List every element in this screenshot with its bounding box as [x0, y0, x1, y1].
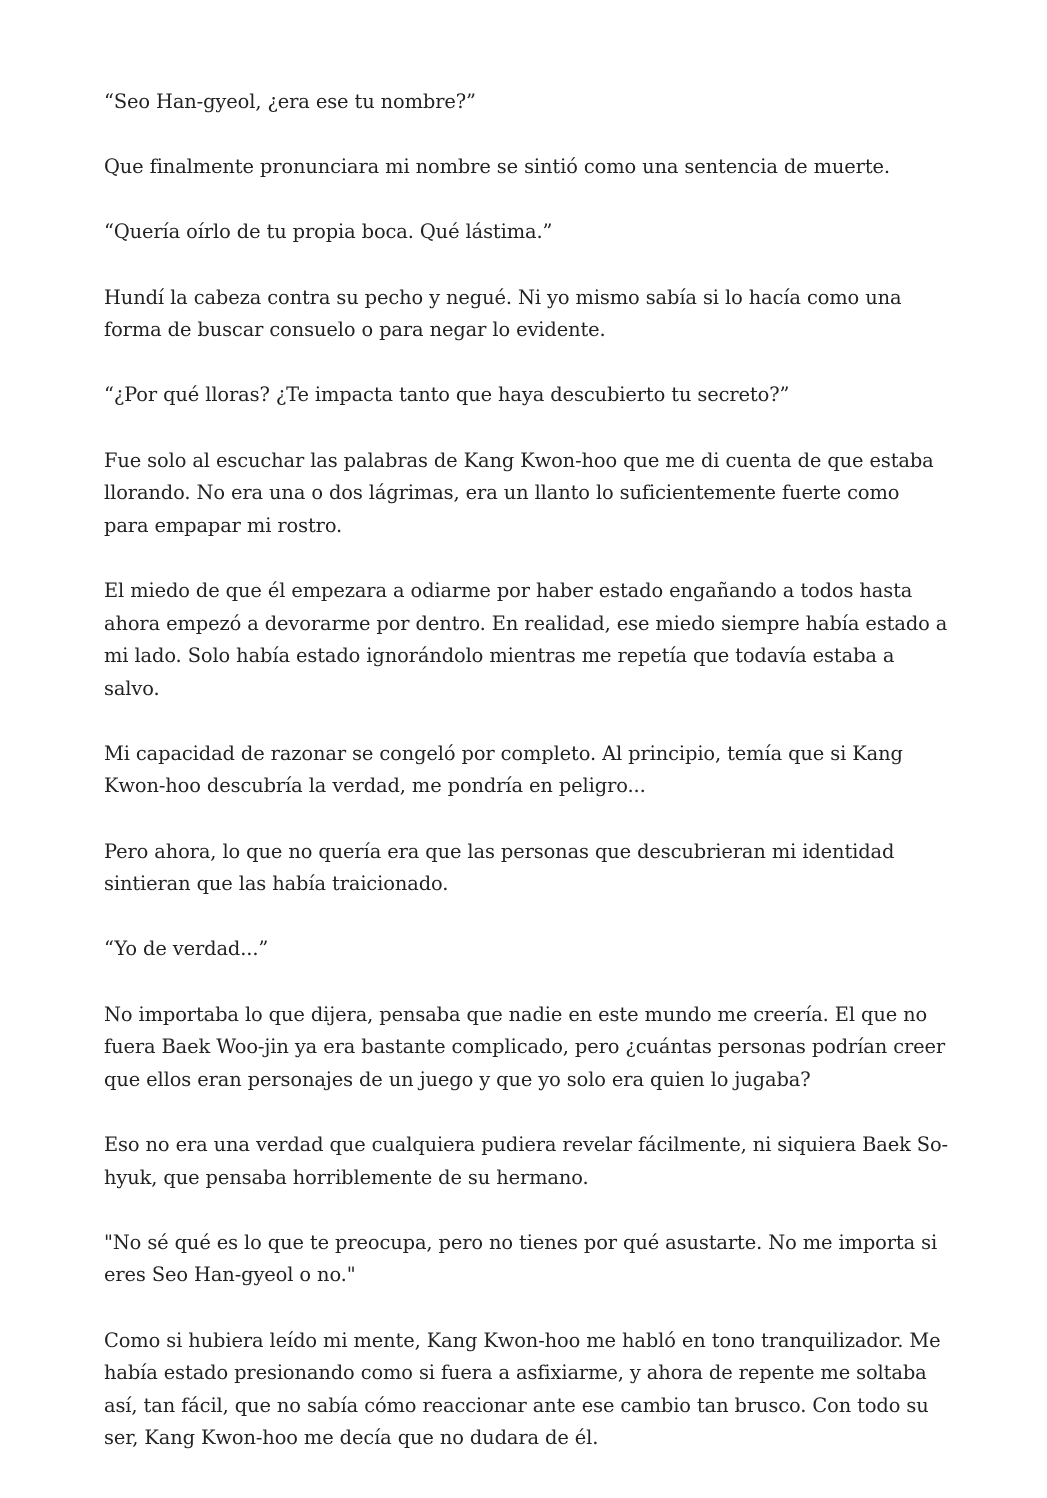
paragraph-14: Como si hubiera leído mi mente, Kang Kwon-hoo me habló en tono tranquilizador. Me había estado presionando como si fuera a asfixiarme, y ahora de repente me soltaba así, tan fácil, que no sabía cómo reaccionar ante ese cambio tan brusco. Con todo su ser, Kang Kwon-hoo me decía que no dudara de él. [104, 1328, 941, 1450]
paragraph-6: Fue solo al escuchar las palabras de Kang Kwon-hoo que me di cuenta de que estaba llorando. No era una o dos lágrimas, era un llanto lo suficientemente fuerte como para empapar mi rostro. [104, 448, 934, 537]
paragraph-3: “Quería oírlo de tu propia boca. Qué lástima.” [104, 220, 553, 244]
paragraph-8: Mi capacidad de razonar se congeló por completo. Al principio, temía que si Kang Kwon-hoo descubría la verdad, me pondría en peligro... [104, 741, 903, 798]
paragraph-12: Eso no era una verdad que cualquiera pudiera revelar fácilmente, ni siquiera Baek So-hyuk, que pensaba horriblemente de su hermano. [104, 1133, 948, 1189]
paragraph-9: Pero ahora, lo que no quería era que las personas que descubrieran mi identidad sintieran que las había traicionado. [104, 839, 895, 896]
paragraph-5: “¿Por qué lloras? ¿Te impacta tanto que haya descubierto tu secreto?” [104, 383, 790, 407]
paragraph-7: El miedo de que él empezara a odiarme por haber estado engañando a todos hasta ahora empezó a devorarme por dentro. En realidad, ese miedo siempre había estado a mi lado. Solo había estado ignorándolo mientras me repetía que todavía estaba a salvo. [104, 578, 948, 700]
paragraph-2: Que finalmente pronunciara mi nombre se sintió como una sentencia de muerte. [104, 155, 890, 179]
paragraph-13: "No sé qué es lo que te preocupa, pero no tienes por qué asustarte. No me importa si eres Seo Han-gyeol o no." [104, 1230, 938, 1287]
paragraph-4: Hundí la cabeza contra su pecho y negué. Ni yo mismo sabía si lo hacía como una forma de buscar consuelo o para negar lo evidente. [104, 285, 902, 342]
paragraph-10: “Yo de verdad...” [104, 937, 269, 961]
paragraph-1: “Seo Han-gyeol, ¿era ese tu nombre?” [104, 90, 476, 113]
paragraph-11: No importaba lo que dijera, pensaba que nadie en este mundo me creería. El que no fuera Baek Woo-jin ya era bastante complicado, pero ¿cuántas personas podrían creer que ellos eran personajes de un juego y que yo solo era quien lo jugaba? [104, 1002, 946, 1091]
document-page [104, 86, 949, 1455]
